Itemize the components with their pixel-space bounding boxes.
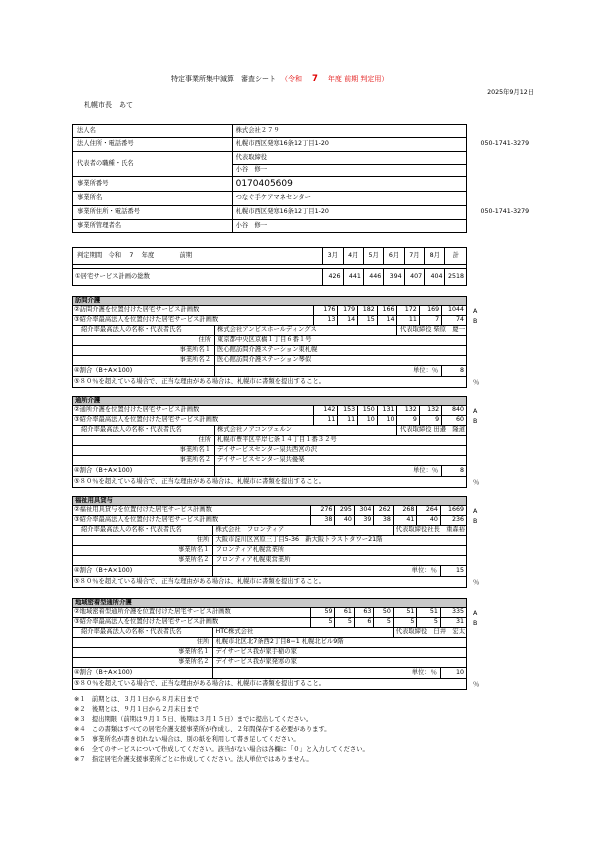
address-label: 住所 xyxy=(73,536,213,546)
top-corp-plan-count-label: ③紹介率最高法人を位置付けた居宅サービス計画数 xyxy=(73,516,311,526)
top-corp-plan-count: 14 xyxy=(338,316,358,326)
service-plan-count-label: ②通所介護を位置付けた居宅サービス計画数 xyxy=(73,406,314,416)
service-plan-count: 150 xyxy=(358,406,378,416)
office-name: つなぐ手ケアマネセンター xyxy=(232,192,466,206)
top-corp-plan-count: 5 xyxy=(374,618,393,628)
service-plan-count: 295 xyxy=(335,506,354,516)
office2-label: 事業所名２ xyxy=(73,456,215,466)
top-corp-rep: 代表取締役 柴原 慶一 xyxy=(397,326,467,336)
section-table xyxy=(72,396,467,488)
note-over-80-percent: ⑤８０％を超えている場合で、正当な理由がある場合は、札幌市に書類を提出すること。 xyxy=(73,577,467,588)
ratio-value: 10 xyxy=(440,668,466,679)
office-number: 0170405609 xyxy=(232,177,466,192)
footnote: ※４ この書類はすべての居宅介護支援事業所が作成し、２年間保存する必要があります。 xyxy=(74,726,331,733)
service-section xyxy=(72,598,480,690)
top-corp-plan-count: 11 xyxy=(313,416,338,426)
service-plan-count: 262 xyxy=(374,506,393,516)
document-title: 特定事業所集中減算 審査シート （令和 7 年度 前期 判定用） xyxy=(171,74,389,84)
corp-value: 株式会社２７９ xyxy=(232,125,466,138)
top-corp-plan-count: 39 xyxy=(354,516,373,526)
corp-address-row: 法人住所・電話番号 札幌市西区発寒16条12丁目1-20 050-1741-3279 xyxy=(73,138,467,152)
service-plan-count: 182 xyxy=(358,306,378,316)
ratio-label: ④割合（B÷A×100) xyxy=(73,566,213,577)
percent-sign: ％ xyxy=(473,479,480,486)
mark-a: A xyxy=(473,508,478,515)
ratio-unit: 単位：％ xyxy=(215,466,442,477)
ratio-unit: 単位：％ xyxy=(213,668,440,679)
month-header: 5月 xyxy=(363,248,383,265)
top-corp-plan-count: 31 xyxy=(440,618,466,628)
total-plans-value: 407 xyxy=(404,269,424,286)
top-corp-plan-count-label: ③紹介率最高法人を位置付けた居宅サービス計画数 xyxy=(73,316,314,326)
top-corp-plan-count: 14 xyxy=(377,316,397,326)
corp-address: 札幌市西区発寒16条12丁目1-20 xyxy=(235,140,329,148)
top-corp-rep: 代表取締役社長 重森裕 xyxy=(393,526,466,536)
service-plan-count: 131 xyxy=(377,406,397,416)
mark-b: B xyxy=(473,318,478,325)
percent-sign: ％ xyxy=(473,579,480,586)
mark-b: B xyxy=(473,620,478,627)
top-corp-plan-count: 74 xyxy=(442,316,467,326)
top-corp-plan-count: 5 xyxy=(417,618,441,628)
top-corp-plan-count: 5 xyxy=(310,618,335,628)
service-section xyxy=(72,396,480,488)
ratio-unit: 単位：％ xyxy=(213,566,440,577)
service-plan-count: 59 xyxy=(310,608,335,618)
top-corp-plan-count-label: ③紹介率最高法人を位置付けた居宅サービス計画数 xyxy=(73,618,311,628)
corp-label: 法人名 xyxy=(73,125,233,138)
service-plan-count: 304 xyxy=(354,506,373,516)
footnote: ※２ 後期とは、９月１日から２月末日まで xyxy=(74,706,199,713)
top-corp-office1: フロンティア札幌営業所 xyxy=(213,546,467,556)
top-corp-plan-count: 9 xyxy=(397,416,419,426)
top-corp-plan-count: 40 xyxy=(417,516,441,526)
top-corp-office1: デイサービスセンター泉共西宮の沢 xyxy=(215,446,467,456)
service-plan-count: 169 xyxy=(419,306,441,316)
note-over-80-percent: ⑤８０％を超えている場合で、正当な理由がある場合は、札幌市に書類を提出すること。 xyxy=(73,377,467,388)
total-plans-label: ①居宅サービス計画の総数 xyxy=(73,269,323,286)
note-over-80-percent: ⑤８０％を超えている場合で、正当な理由がある場合は、札幌市に書類を提出すること。 xyxy=(73,477,467,488)
service-plan-count: 176 xyxy=(313,306,338,316)
top-corp-office2: フロンティア札幌東営業所 xyxy=(213,556,467,566)
footnote: ※７ 指定居宅介護支援事業所ごとに作成してください。法人単位ではありません。 xyxy=(74,756,313,763)
manager-label: 事業所管理者名 xyxy=(73,220,233,233)
top-corp-address: 大阪市淀川区宮原三丁目5-36 新大阪トラストタワー21階 xyxy=(213,536,467,546)
top-corp-address: 札幌市北区北7条西2丁目8−1 札幌北ビル9階 xyxy=(213,638,467,648)
service-section xyxy=(72,496,480,588)
top-corp-rep: 代表取締役 臼井 宏太 xyxy=(393,628,466,638)
service-plan-count: 179 xyxy=(338,306,358,316)
service-section xyxy=(72,296,480,388)
top-corp-name: 株式会社 フロンティア xyxy=(213,526,393,536)
manager-name: 小谷 修一 xyxy=(232,220,466,233)
top-corp-address: 東京都中央区京橋１丁目６番１号 xyxy=(215,336,467,346)
ratio-unit: 単位：％ xyxy=(215,366,442,377)
document-date: 2025年9月12日 xyxy=(487,89,534,96)
service-plan-count: 51 xyxy=(393,608,417,618)
service-plan-count: 276 xyxy=(310,506,335,516)
period-label: 判定期間 令和 7 年度 前期 xyxy=(73,248,323,265)
addressee: 札幌市長 あて xyxy=(84,101,133,109)
ratio-value: 8 xyxy=(442,366,467,377)
mark-a: A xyxy=(473,610,478,617)
ratio-value: 8 xyxy=(442,466,467,477)
footnote: ※３ 提出期限（前期は９月１５日、後期は３月１５日）までに提出してください。 xyxy=(74,716,313,723)
address-label: 住所 xyxy=(73,336,215,346)
service-plan-count: 153 xyxy=(338,406,358,416)
top-corp-plan-count: 11 xyxy=(397,316,419,326)
corp-rep-label: 紹介率最高法人の名称・代表者氏名 xyxy=(73,526,213,536)
period-header-row xyxy=(73,248,467,265)
top-corp-plan-count: 13 xyxy=(313,316,338,326)
service-plan-count: 1044 xyxy=(442,306,467,316)
address-label: 住所 xyxy=(73,436,215,446)
office-number-label: 事業所番号 xyxy=(73,177,233,192)
mark-a: A xyxy=(473,408,478,415)
service-plan-count: 268 xyxy=(393,506,417,516)
total-plans-value: 441 xyxy=(343,269,363,286)
corp-rep-label: 紹介率最高法人の名称・代表者氏名 xyxy=(73,426,215,436)
service-plan-count: 172 xyxy=(397,306,419,316)
top-corp-name: HTC株式会社 xyxy=(213,628,393,638)
total-plans-value: 446 xyxy=(363,269,383,286)
office1-label: 事業所名１ xyxy=(73,546,213,556)
corp-row xyxy=(73,125,467,138)
total-plans-value: 2518 xyxy=(445,269,467,286)
office1-label: 事業所名１ xyxy=(73,446,215,456)
section-table xyxy=(72,296,467,388)
ratio-label: ④割合（B÷A×100) xyxy=(73,366,215,377)
top-corp-plan-count: 38 xyxy=(374,516,393,526)
service-plan-count-label: ②福祉用具貸与を位置付けた居宅サービス計画数 xyxy=(73,506,311,516)
period-table xyxy=(72,247,467,286)
footnote: ※１ 前期とは、３月１日から８月末日まで xyxy=(74,696,199,703)
percent-sign: ％ xyxy=(473,379,480,386)
address-label: 住所 xyxy=(73,638,213,648)
top-corp-plan-count: 10 xyxy=(377,416,397,426)
top-corp-plan-count: 236 xyxy=(440,516,466,526)
corp-rep-label: 紹介率最高法人の名称・代表者氏名 xyxy=(73,326,215,336)
service-plan-count: 63 xyxy=(354,608,373,618)
top-corp-plan-count: 7 xyxy=(419,316,441,326)
office-address: 札幌市西区発寒16条12丁目1-20 xyxy=(235,208,329,216)
top-corp-plan-count: 6 xyxy=(354,618,373,628)
top-corp-plan-count-label: ③紹介率最高法人を位置付けた居宅サービス計画数 xyxy=(73,416,314,426)
section-title: 通所介護 xyxy=(73,397,467,406)
top-corp-plan-count: 41 xyxy=(393,516,417,526)
rep-name: 小谷 修一 xyxy=(232,165,466,177)
service-plan-count: 1669 xyxy=(440,506,466,516)
corp-rep-label: 紹介率最高法人の名称・代表者氏名 xyxy=(73,628,213,638)
section-title: 地域密着型通所介護 xyxy=(73,599,467,608)
office1-label: 事業所名１ xyxy=(73,648,213,658)
total-plans-row xyxy=(73,269,467,286)
service-plan-count: 132 xyxy=(419,406,441,416)
office2-label: 事業所名２ xyxy=(73,356,215,366)
office-info-table: 法人名 株式会社２７９ 法人住所・電話番号 札幌市西区発寒16条12丁目1-20 050-1741-3279 代表者の職種・氏名 代表取締役 小谷 修一 事業所番号 0170405609 事業所名 つなぐ手ケアマネセンター 事業所住所・電話番号 札幌市西区発寒16条12丁目1-20 050-1741-3279 事業所管理者名 小谷 修一 xyxy=(72,124,467,233)
total-header: 計 xyxy=(445,248,467,265)
month-header: 6月 xyxy=(384,248,404,265)
month-header: 8月 xyxy=(425,248,445,265)
top-corp-plan-count: 60 xyxy=(442,416,467,426)
top-corp-plan-count: 5 xyxy=(393,618,417,628)
top-corp-rep: 代表取締役 田邉 隆道 xyxy=(397,426,467,436)
mark-b: B xyxy=(473,418,478,425)
office1-label: 事業所名１ xyxy=(73,346,215,356)
top-corp-plan-count: 38 xyxy=(310,516,335,526)
top-corp-plan-count: 11 xyxy=(338,416,358,426)
section-title: 訪問介護 xyxy=(73,297,467,306)
service-plan-count: 335 xyxy=(440,608,466,618)
top-corp-name: 株式会社ノアコンツェルン xyxy=(215,426,397,436)
service-plan-count: 61 xyxy=(335,608,354,618)
office-address-label: 事業所住所・電話番号 xyxy=(73,206,233,220)
top-corp-office2: デイサービスセンター泉共優楽 xyxy=(215,456,467,466)
top-corp-plan-count: 10 xyxy=(358,416,378,426)
top-corp-office2: 医心館訪問介護ステーション琴似 xyxy=(215,356,467,366)
total-plans-value: 404 xyxy=(425,269,445,286)
rep-label: 代表者の職種・氏名 xyxy=(73,152,233,177)
service-plan-count: 50 xyxy=(374,608,393,618)
month-header: 7月 xyxy=(404,248,424,265)
month-header: 3月 xyxy=(323,248,343,265)
rep-title: 代表取締役 xyxy=(232,152,466,165)
section-table xyxy=(72,598,467,690)
top-corp-office1: 医心館訪問介護ステーション東札幌 xyxy=(215,346,467,356)
section-title: 福祉用具貸与 xyxy=(73,497,467,506)
office2-label: 事業所名２ xyxy=(73,658,213,668)
footnote: ※６ 全てのサービスについて作成してください。該当がない場合は各欄に「０」と入力してください。 xyxy=(74,746,369,753)
ratio-value: 15 xyxy=(440,566,466,577)
section-table xyxy=(72,496,467,588)
top-corp-plan-count: 5 xyxy=(335,618,354,628)
service-plan-count: 132 xyxy=(397,406,419,416)
top-corp-plan-count: 9 xyxy=(419,416,441,426)
total-plans-value: 426 xyxy=(323,269,343,286)
office2-label: 事業所名２ xyxy=(73,556,213,566)
note-over-80-percent: ⑤８０％を超えている場合で、正当な理由がある場合は、札幌市に書類を提出すること。 xyxy=(73,679,467,690)
service-plan-count-label: ②訪問介護を位置付けた居宅サービス計画数 xyxy=(73,306,314,316)
service-plan-count: 840 xyxy=(442,406,467,416)
service-plan-count: 264 xyxy=(417,506,441,516)
top-corp-plan-count: 40 xyxy=(335,516,354,526)
corp-address-label: 法人住所・電話番号 xyxy=(73,138,233,152)
top-corp-office1: デイサービス我が家手稲の家 xyxy=(213,648,467,658)
mark-b: B xyxy=(473,518,478,525)
top-corp-office2: デイサービス我が家発寒の家 xyxy=(213,658,467,668)
office-name-label: 事業所名 xyxy=(73,192,233,206)
top-corp-plan-count: 15 xyxy=(358,316,378,326)
service-plan-count: 142 xyxy=(313,406,338,416)
month-header: 4月 xyxy=(343,248,363,265)
top-corp-name: 株式会社アンビスホールディングス xyxy=(215,326,397,336)
footnote: ※５ 事業所名が書き切れない場合は、別の紙を利用して書き足してください。 xyxy=(74,736,300,743)
mark-a: A xyxy=(473,308,478,315)
service-plan-count: 51 xyxy=(417,608,441,618)
top-corp-address: 札幌市豊平区平岸七条１４丁目１番３２号 xyxy=(215,436,467,446)
total-plans-value: 394 xyxy=(384,269,404,286)
ratio-label: ④割合（B÷A×100) xyxy=(73,466,215,477)
service-plan-count: 166 xyxy=(377,306,397,316)
service-plan-count-label: ②地域密着型通所介護を位置付けた居宅サービス計画数 xyxy=(73,608,311,618)
percent-sign: ％ xyxy=(473,681,480,688)
ratio-label: ④割合（B÷A×100) xyxy=(73,668,213,679)
